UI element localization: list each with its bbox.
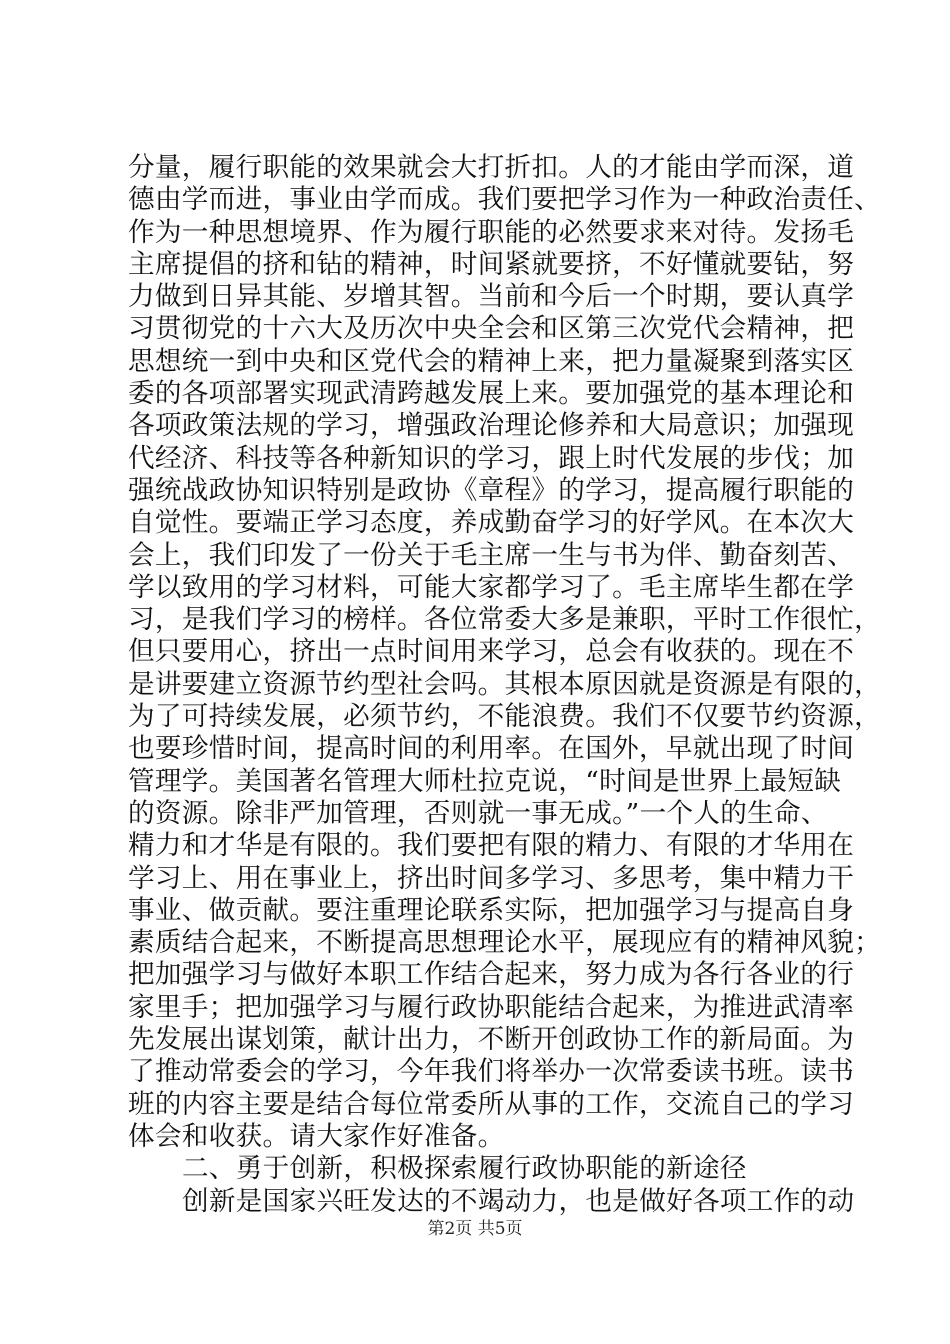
- body-line: 代经济、科技等各种新知识的学习，跟上时代发展的步伐；加: [128, 442, 855, 474]
- body-line: 分量，履行职能的效果就会大打折扣。人的才能由学而深，道: [128, 152, 855, 183]
- body-line: 也要珍惜时间，提高时间的利用率。在国外，早就出现了时间: [128, 733, 855, 765]
- body-line: 学以致用的学习材料，可能大家都学习了。毛主席毕生都在学: [128, 571, 855, 603]
- document-body: [128, 152, 882, 1218]
- body-line: 委的各项部署实现武清跨越发展上来。要加强党的基本理论和: [128, 378, 855, 410]
- body-line: 把加强学习与做好本职工作结合起来，努力成为各行各业的行: [128, 959, 855, 991]
- body-line: 班的内容主要是结合每位常委所从事的工作，交流自己的学习: [128, 1088, 855, 1120]
- section-heading: 二、勇于创新，积极探索履行政协职能的新途径: [182, 1153, 747, 1185]
- body-line: 是讲要建立资源节约型社会吗。其根本原因就是资源是有限的，: [128, 668, 882, 700]
- body-line: 事业、做贡献。要注重理论联系实际，把加强学习与提高自身: [128, 894, 855, 926]
- body-line: 强统战政协知识特别是政协《章程》的学习，提高履行职能的: [128, 474, 855, 506]
- body-line: 思想统一到中央和区党代会的精神上来，把力量凝聚到落实区: [128, 345, 855, 377]
- body-line: 习，是我们学习的榜样。各位常委大多是兼职，平时工作很忙，: [128, 604, 882, 636]
- body-line: 学习上、用在事业上，挤出时间多学习、多思考，集中精力干: [128, 862, 855, 894]
- body-line: 各项政策法规的学习，增强政治理论修养和大局意识；加强现: [128, 410, 855, 442]
- body-line: 精力和才华是有限的。我们要把有限的精力、有限的才华用在: [128, 830, 855, 862]
- body-line: 力做到日异其能、岁增其智。当前和今后一个时期，要认真学: [128, 281, 855, 313]
- body-line: 了推动常委会的学习，今年我们将举办一次常委读书班。读书: [128, 1056, 855, 1088]
- body-line: 会上，我们印发了一份关于毛主席一生与书为伴、勤奋刻苦、: [128, 539, 855, 571]
- body-line: 为了可持续发展，必须节约，不能浪费。我们不仅要节约资源，: [128, 701, 882, 733]
- page-footer: [0, 1214, 950, 1239]
- body-line: 但只要用心，挤出一点时间用来学习，总会有收获的。现在不: [128, 636, 855, 668]
- body-line: 先发展出谋划策，献计出力，不断开创政协工作的新局面。为: [128, 1024, 855, 1056]
- paragraph-first-line: 创新是国家兴旺发达的不竭动力，也是做好各项工作的动: [182, 1185, 855, 1217]
- body-line: 的资源。除非严加管理，否则就一事无成。”一个人的生命、: [128, 797, 828, 829]
- body-line: 素质结合起来，不断提高思想理论水平，展现应有的精神风貌；: [128, 927, 882, 959]
- body-line: 管理学。美国著名管理大师杜拉克说，“时间是世界上最短缺: [128, 765, 842, 797]
- page-number: 第2页 共5页: [427, 1219, 523, 1239]
- body-line: 自觉性。要端正学习态度，养成勤奋学习的好学风。在本次大: [128, 507, 855, 539]
- body-line: 家里手；把加强学习与履行政协职能结合起来，为推进武清率: [128, 991, 855, 1023]
- body-line: 习贯彻党的十六大及历次中央全会和区第三次党代会精神，把: [128, 313, 855, 345]
- body-line: 主席提倡的挤和钻的精神，时间紧就要挤，不好懂就要钻，努: [128, 248, 855, 280]
- body-line: 德由学而进，事业由学而成。我们要把学习作为一种政治责任、: [128, 184, 882, 216]
- body-line: 体会和收获。请大家作好准备。: [128, 1120, 505, 1152]
- body-line: 作为一种思想境界、作为履行职能的必然要求来对待。发扬毛: [128, 216, 855, 248]
